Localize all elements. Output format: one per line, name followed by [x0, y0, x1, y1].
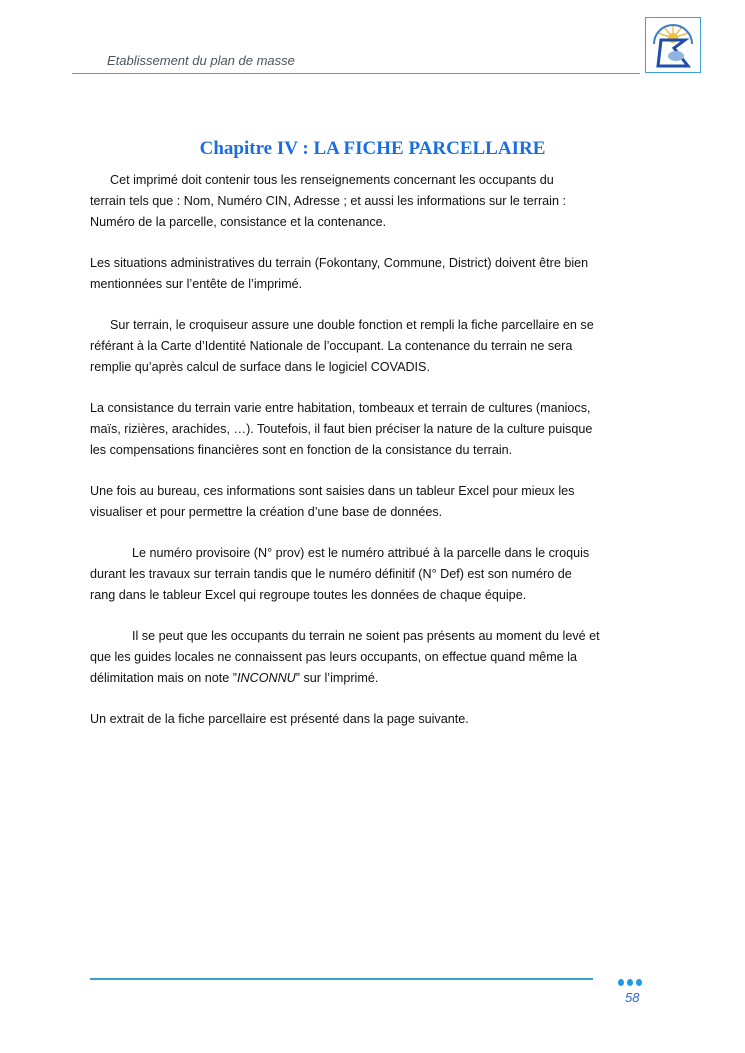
text-segment: délimitation mais on note ”: [90, 671, 237, 685]
paragraph: [90, 398, 650, 461]
footer-rule: [90, 978, 593, 980]
paragraph: [90, 709, 650, 730]
chapter-title: Chapitre IV : LA FICHE PARCELLAIRE: [199, 138, 546, 159]
text-line: terrain tels que : Nom, Numéro CIN, Adresse ; et aussi les informations sur le terrain :: [90, 194, 566, 208]
body-text: [90, 170, 650, 750]
text-line: visualiser et pour permettre la création d’une base de données.: [90, 505, 443, 519]
text-line: les compensations financières sont en fonction de la consistance du terrain.: [90, 443, 513, 457]
emphasis-inconnu: INCONNU: [237, 671, 296, 685]
text-line: Sur terrain, le croquiseur assure une double fonction et rempli la fiche parcellaire en se: [110, 318, 594, 332]
running-header: Etablissement du plan de masse: [107, 53, 295, 68]
text-line: [90, 668, 650, 689]
text-segment: ” sur l’imprimé.: [295, 671, 379, 685]
page-number: 58: [625, 990, 640, 1005]
text-line: Numéro de la parcelle, consistance et la contenance.: [90, 215, 387, 229]
paragraph: [90, 315, 650, 378]
paragraph: [90, 253, 650, 295]
text-line: Les situations administratives du terrain (Fokontany, Commune, District) doivent être bien: [90, 256, 589, 270]
paragraph: [90, 626, 650, 689]
footer-dots-icon: [618, 979, 645, 986]
text-line: rang dans le tableur Excel qui regroupe toutes les données de chaque équipe.: [90, 588, 527, 602]
text-line: Cet imprimé doit contenir tous les renseignements concernant les occupants du: [110, 173, 554, 187]
text-line: Une fois au bureau, ces informations sont saisies dans un tableur Excel pour mieux les: [90, 484, 575, 498]
header-rule: [72, 73, 640, 74]
paragraph: [90, 543, 650, 606]
text-line: que les guides locales ne connaissent pas leurs occupants, on effectue quand même la: [90, 650, 578, 664]
text-line: Le numéro provisoire (N° prov) est le numéro attribué à la parcelle dans le croquis: [132, 546, 590, 560]
text-line: remplie qu’après calcul de surface dans le logiciel COVADIS.: [90, 360, 430, 374]
paragraph: [90, 481, 650, 523]
text-line: mentionnées sur l’entête de l’imprimé.: [90, 277, 303, 291]
text-line: maïs, rizières, arachides, …). Toutefois, il faut bien préciser la nature de la culture puisque: [90, 422, 593, 436]
text-line: Il se peut que les occupants du terrain ne soient pas présents au moment du levé et: [132, 629, 600, 643]
text-line: Un extrait de la fiche parcellaire est présenté dans la page suivante.: [90, 712, 469, 726]
logo-emblem-icon: [645, 17, 701, 73]
text-line: durant les travaux sur terrain tandis que le numéro définitif (N° Def) est son numéro de: [90, 567, 572, 581]
paragraph: [90, 170, 650, 233]
text-line: La consistance du terrain varie entre habitation, tombeaux et terrain de cultures (maniocs,: [90, 401, 591, 415]
text-line: référant à la Carte d’Identité Nationale de l’occupant. La contenance du terrain ne sera: [90, 339, 573, 353]
